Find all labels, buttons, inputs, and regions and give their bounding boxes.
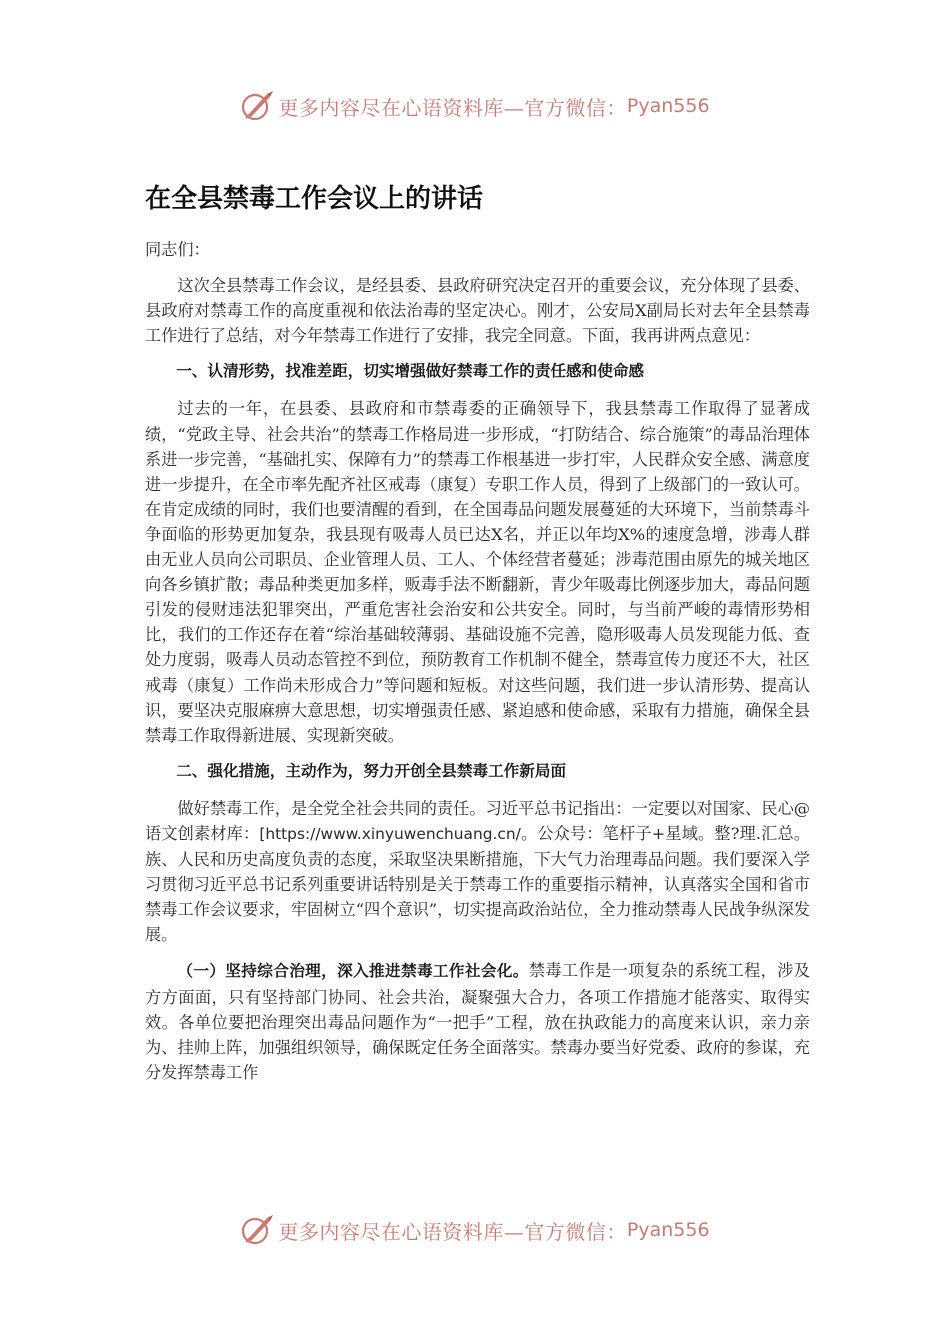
quill-logo-icon — [240, 1213, 274, 1247]
banner-wechat-id: Pyan556 — [626, 95, 710, 117]
section-2-paragraph — [145, 796, 810, 948]
quill-logo-icon — [240, 89, 274, 123]
document-body — [145, 170, 810, 1096]
section-2-text-b: 。公众号：笔杆子+星域。整?理.汇总。族、人民和历史高度负责的态度，采取坚决果断措施，下大气力治理毒品问题。我们要深入学习贯彻习近平总书记系列重要讲话特别是关于禁毒工作的重要指示精神，认真落实全国和省市禁毒工作会议要求，牢固树立“四个意识”，切实提高政治站位，全力推动禁毒人民战争纵深发展。 — [145, 823, 811, 945]
salutation: 同志们： — [145, 240, 210, 259]
banner-wechat-id: Pyan556 — [626, 1219, 710, 1241]
footer-banner — [0, 1208, 950, 1252]
source-url-text: [https://www.xinyuwenchuang.cn/ — [259, 824, 521, 843]
subsection-1-heading: （一）坚持综合治理，深入推进禁毒工作社会化。 — [177, 962, 529, 981]
section-1-paragraph: 过去的一年，在县委、县政府和市禁毒委的正确领导下，我县禁毒工作取得了显著成绩，“党政主导、社会共治”的禁毒工作格局进一步形成，“打防结合、综合施策”的毒品治理体系进一步完善，“基础扎实、保障有力”的禁毒工作根基进一步打牢，人民群众安全感、满意度进一步提升，在全市率先配齐社区戒毒（康复）专职工作人员，得到了上级部门的一致认可。在肯定成绩的同时，我们也要清醒的看到，在全国毒品问题发展蔓延的大环境下，当前禁毒斗争面临的形势更加复杂，我县现有吸毒人员已达X名，并正以年均X%的速度急增，涉毒人群由无业人员向公司职员、企业管理人员、工人、个体经营者蔓延；涉毒范围由原先的城关地区向各乡镇扩散；毒品种类更加多样，贩毒手法不断翻新，青少年吸毒比例逐步加大，毒品问题引发的侵财违法犯罪突出，严重危害社会治安和公共安全。同时，与当前严峻的毒情形势相比，我们的工作还存在着“综治基础较薄弱、基础设施不完善，隐形吸毒人员发现能力低、查处力度弱，吸毒人员动态管控不到位，预防教育工作机制不健全，禁毒宣传力度还不大，社区戒毒（康复）工作尚未形成合力”等问题和短板。对这些问题，我们进一步认清形势、提高认识，要坚决克服麻痹大意思想，切实增强责任感、紧迫感和使命感，采取有力措施，确保全县禁毒工作取得新进展、实现新突破。 — [145, 399, 810, 745]
section-heading-1: 一、认清形势，找准差距，切实增强做好禁毒工作的责任感和使命感 — [176, 362, 645, 381]
section-2-text-a: 做好禁毒工作，是全党全社会共同的责任。习近平总书记指出：一定要以对国家、民心@语文创素材库： — [145, 798, 810, 843]
section-heading-2: 二、强化措施，主动作为，努力开创全县禁毒工作新局面 — [176, 761, 567, 780]
banner-text: 更多内容尽在心语资料库—官方微信： — [278, 95, 627, 120]
subsection-1-body: 禁毒工作是一项复杂的系统工程，涉及方方面面，只有坚持部门协同、社会共治，凝聚强大合力，各项工作措施才能落实、取得实效。各单位要把治理突出毒品问题作为“一把手”工程，放在执政能力的高度来认识，亲力亲为、挂帅上阵，加强组织领导，确保既定任务全面落实。禁毒办要当好党委、政府的参谋，充分发挥禁毒工作 — [145, 961, 810, 1082]
header-banner — [0, 84, 950, 128]
subsection-1-paragraph — [145, 958, 810, 1084]
banner-text: 更多内容尽在心语资料库—官方微信： — [278, 1219, 627, 1244]
intro-paragraph: 这次全县禁毒工作会议，是经县委、县政府研究决定召开的重要会议，充分体现了县委、县政府对禁毒工作的高度重视和依法治毒的坚定决心。刚才，公安局X副局长对去年全县禁毒工作进行了总结，对今年禁毒工作进行了安排，我完全同意。下面，我再讲两点意见： — [145, 276, 810, 346]
document-title: 在全县禁毒工作会议上的讲话 — [145, 184, 484, 214]
